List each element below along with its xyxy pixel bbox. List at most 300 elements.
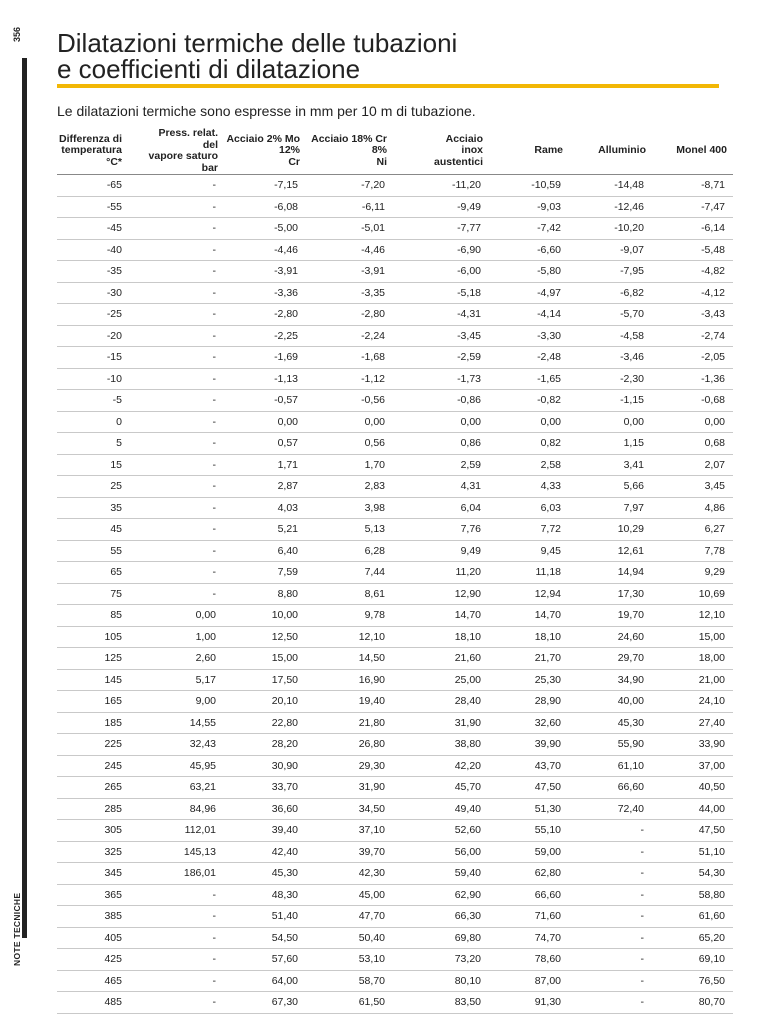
table-cell: 12,94 xyxy=(489,583,569,605)
table-row xyxy=(57,562,733,584)
table-cell: -5 xyxy=(57,390,142,412)
table-cell: 55,90 xyxy=(569,734,652,756)
table-cell: 9,49 xyxy=(393,540,489,562)
table-cell: 78,60 xyxy=(489,949,569,971)
page-title xyxy=(57,30,717,82)
table-cell: 3,45 xyxy=(652,476,733,498)
table-cell: 73,20 xyxy=(393,949,489,971)
table-cell: -4,97 xyxy=(489,282,569,304)
table-cell: 2,58 xyxy=(489,454,569,476)
table-cell: 18,10 xyxy=(393,626,489,648)
table-cell: -6,11 xyxy=(306,196,393,218)
table-cell: 24,60 xyxy=(569,626,652,648)
table-cell: 55,10 xyxy=(489,820,569,842)
table-cell: -1,36 xyxy=(652,368,733,390)
table-cell: 29,70 xyxy=(569,648,652,670)
table-cell: 4,86 xyxy=(652,497,733,519)
table-cell: -55 xyxy=(57,196,142,218)
table-cell: 67,30 xyxy=(224,992,306,1014)
table-cell: 485 xyxy=(57,992,142,1014)
table-cell: 0,00 xyxy=(569,411,652,433)
column-header-line: 12% xyxy=(278,144,300,157)
table-cell: 405 xyxy=(57,927,142,949)
table-row xyxy=(57,949,733,971)
table-cell: -40 xyxy=(57,239,142,261)
table-cell: 0 xyxy=(57,411,142,433)
table-cell: 40,50 xyxy=(652,777,733,799)
table-cell: 87,00 xyxy=(489,970,569,992)
table-cell: 69,80 xyxy=(393,927,489,949)
table-cell: - xyxy=(142,368,224,390)
table-cell: -15 xyxy=(57,347,142,369)
table-cell: 15,00 xyxy=(652,626,733,648)
intro-text: Le dilatazioni termiche sono espresse in mm per 10 m di tubazione. xyxy=(57,103,476,119)
table-cell: 9,45 xyxy=(489,540,569,562)
table-cell: 64,00 xyxy=(224,970,306,992)
table-cell: - xyxy=(142,583,224,605)
table-cell: 80,70 xyxy=(652,992,733,1014)
table-cell: 325 xyxy=(57,841,142,863)
table-cell: 72,40 xyxy=(569,798,652,820)
table-cell: 10,29 xyxy=(569,519,652,541)
table-cell: 45,00 xyxy=(306,884,393,906)
table-cell: -25 xyxy=(57,304,142,326)
table-cell: 75 xyxy=(57,583,142,605)
table-row xyxy=(57,927,733,949)
table-cell: 1,71 xyxy=(224,454,306,476)
table-cell: -65 xyxy=(57,175,142,197)
table-cell: -8,71 xyxy=(652,175,733,197)
table-row xyxy=(57,626,733,648)
table-cell: - xyxy=(142,562,224,584)
table-cell: 6,40 xyxy=(224,540,306,562)
table-cell: 14,70 xyxy=(489,605,569,627)
table-cell: -9,03 xyxy=(489,196,569,218)
table-cell: 38,80 xyxy=(393,734,489,756)
table-cell: -1,69 xyxy=(224,347,306,369)
expansion-table xyxy=(57,128,733,1014)
table-cell: 59,00 xyxy=(489,841,569,863)
table-cell: 71,60 xyxy=(489,906,569,928)
table-cell: - xyxy=(142,497,224,519)
table-cell: 62,80 xyxy=(489,863,569,885)
table-cell: 25,00 xyxy=(393,669,489,691)
table-cell: -2,80 xyxy=(306,304,393,326)
table-cell: - xyxy=(142,476,224,498)
table-cell: 35 xyxy=(57,497,142,519)
table-cell: -35 xyxy=(57,261,142,283)
table-cell: 61,10 xyxy=(569,755,652,777)
table-cell: 51,40 xyxy=(224,906,306,928)
table-cell: -5,48 xyxy=(652,239,733,261)
table-cell: -7,42 xyxy=(489,218,569,240)
table-cell: -3,45 xyxy=(393,325,489,347)
table-cell: -7,47 xyxy=(652,196,733,218)
table-row xyxy=(57,648,733,670)
table-cell: -6,14 xyxy=(652,218,733,240)
table-cell: - xyxy=(142,390,224,412)
table-row xyxy=(57,390,733,412)
table-cell: -1,12 xyxy=(306,368,393,390)
table-cell: 5,13 xyxy=(306,519,393,541)
table-row xyxy=(57,884,733,906)
table-cell: -7,95 xyxy=(569,261,652,283)
table-cell: -9,49 xyxy=(393,196,489,218)
table-cell: 225 xyxy=(57,734,142,756)
table-cell: 8,61 xyxy=(306,583,393,605)
table-cell: 50,40 xyxy=(306,927,393,949)
table-cell: -4,58 xyxy=(569,325,652,347)
table-cell: -4,46 xyxy=(224,239,306,261)
table-cell: -6,82 xyxy=(569,282,652,304)
table-row xyxy=(57,970,733,992)
sidebar-bar xyxy=(22,58,27,938)
table-cell: 37,10 xyxy=(306,820,393,842)
table-cell: 19,40 xyxy=(306,691,393,713)
table-cell: -3,91 xyxy=(306,261,393,283)
table-cell: - xyxy=(142,218,224,240)
table-cell: - xyxy=(569,906,652,928)
table-cell: 74,70 xyxy=(489,927,569,949)
table-cell: -5,18 xyxy=(393,282,489,304)
table-cell: - xyxy=(142,175,224,197)
table-cell: 66,30 xyxy=(393,906,489,928)
table-cell: 14,94 xyxy=(569,562,652,584)
table-cell: 6,04 xyxy=(393,497,489,519)
table-cell: 245 xyxy=(57,755,142,777)
section-label: NOTE TECNICHE xyxy=(12,892,22,966)
table-cell: 7,97 xyxy=(569,497,652,519)
table-cell: -0,86 xyxy=(393,390,489,412)
table-cell: 265 xyxy=(57,777,142,799)
table-cell: - xyxy=(142,519,224,541)
table-cell: 17,30 xyxy=(569,583,652,605)
column-header xyxy=(393,128,489,175)
table-cell: 7,76 xyxy=(393,519,489,541)
table-cell: 32,60 xyxy=(489,712,569,734)
table-cell: 65,20 xyxy=(652,927,733,949)
table-cell: - xyxy=(569,970,652,992)
table-cell: -3,36 xyxy=(224,282,306,304)
table-cell: -3,35 xyxy=(306,282,393,304)
table-cell: 24,10 xyxy=(652,691,733,713)
table-cell: 56,00 xyxy=(393,841,489,863)
table-cell: - xyxy=(142,196,224,218)
table-cell: 145 xyxy=(57,669,142,691)
table-cell: 385 xyxy=(57,906,142,928)
title-underline xyxy=(57,84,719,88)
table-row xyxy=(57,325,733,347)
table-row xyxy=(57,304,733,326)
table-row xyxy=(57,239,733,261)
table-body xyxy=(57,175,733,1014)
table-cell: 12,10 xyxy=(306,626,393,648)
table-cell: -30 xyxy=(57,282,142,304)
table-cell: 51,10 xyxy=(652,841,733,863)
table-cell: 20,10 xyxy=(224,691,306,713)
table-cell: 0,00 xyxy=(489,411,569,433)
table-cell: 9,29 xyxy=(652,562,733,584)
column-header-line: Ni xyxy=(376,155,387,168)
table-cell: 76,50 xyxy=(652,970,733,992)
table-cell: 14,50 xyxy=(306,648,393,670)
table-cell: 49,40 xyxy=(393,798,489,820)
table-cell: 14,70 xyxy=(393,605,489,627)
table-row xyxy=(57,863,733,885)
table-cell: - xyxy=(142,540,224,562)
column-header-line: austentici xyxy=(433,155,483,168)
table-cell: 21,00 xyxy=(652,669,733,691)
table-cell: - xyxy=(142,992,224,1014)
table-cell: 47,50 xyxy=(652,820,733,842)
table-cell: -1,65 xyxy=(489,368,569,390)
table-row xyxy=(57,777,733,799)
table-cell: 84,96 xyxy=(142,798,224,820)
table-cell: 83,50 xyxy=(393,992,489,1014)
table-cell: 9,78 xyxy=(306,605,393,627)
column-header-line: Acciaio xyxy=(445,132,483,145)
table-cell: 33,70 xyxy=(224,777,306,799)
table-cell: 4,03 xyxy=(224,497,306,519)
table-cell: 58,80 xyxy=(652,884,733,906)
table-cell: 12,10 xyxy=(652,605,733,627)
table-cell: 305 xyxy=(57,820,142,842)
table-cell: 14,55 xyxy=(142,712,224,734)
table-cell: 25 xyxy=(57,476,142,498)
table-cell: 31,90 xyxy=(306,777,393,799)
table-cell: -1,68 xyxy=(306,347,393,369)
table-cell: 54,30 xyxy=(652,863,733,885)
table-cell: 21,80 xyxy=(306,712,393,734)
table-cell: - xyxy=(569,884,652,906)
column-header-line: 8% xyxy=(371,144,387,157)
table-cell: 57,60 xyxy=(224,949,306,971)
table-cell: 5,21 xyxy=(224,519,306,541)
table-cell: 34,90 xyxy=(569,669,652,691)
table-cell: -9,07 xyxy=(569,239,652,261)
table-cell: 12,61 xyxy=(569,540,652,562)
table-cell: 17,50 xyxy=(224,669,306,691)
column-header-line: vapore saturo xyxy=(148,150,218,162)
table-cell: - xyxy=(142,433,224,455)
table-cell: -7,77 xyxy=(393,218,489,240)
column-header-line: Differenza di xyxy=(58,132,122,145)
table-cell: 18,10 xyxy=(489,626,569,648)
table-cell: 61,60 xyxy=(652,906,733,928)
table-cell: 186,01 xyxy=(142,863,224,885)
table-cell: 3,98 xyxy=(306,497,393,519)
table-cell: 11,18 xyxy=(489,562,569,584)
table-cell: 425 xyxy=(57,949,142,971)
table-cell: 0,82 xyxy=(489,433,569,455)
table-cell: 61,50 xyxy=(306,992,393,1014)
table-cell: 285 xyxy=(57,798,142,820)
table-cell: 7,59 xyxy=(224,562,306,584)
table-cell: 0,00 xyxy=(306,411,393,433)
table-cell: -10,59 xyxy=(489,175,569,197)
page-number: 356 xyxy=(12,26,22,42)
table-cell: - xyxy=(142,970,224,992)
column-header-line: Monel 400 xyxy=(676,144,727,157)
table-cell: 2,07 xyxy=(652,454,733,476)
table-cell: 2,59 xyxy=(393,454,489,476)
table-cell: 6,28 xyxy=(306,540,393,562)
table-cell: -3,43 xyxy=(652,304,733,326)
table-cell: 62,90 xyxy=(393,884,489,906)
table-cell: - xyxy=(142,949,224,971)
table-cell: - xyxy=(142,347,224,369)
table-cell: 52,60 xyxy=(393,820,489,842)
table-cell: -6,60 xyxy=(489,239,569,261)
table-cell: -2,24 xyxy=(306,325,393,347)
table-cell: -10,20 xyxy=(569,218,652,240)
column-header xyxy=(306,128,393,175)
table-cell: 59,40 xyxy=(393,863,489,885)
table-cell: 1,70 xyxy=(306,454,393,476)
table-cell: 37,00 xyxy=(652,755,733,777)
table-cell: 15,00 xyxy=(224,648,306,670)
title-line-2: e coefficienti di dilatazione xyxy=(57,54,361,84)
table-cell: 55 xyxy=(57,540,142,562)
table-cell: -1,15 xyxy=(569,390,652,412)
table-cell: 42,20 xyxy=(393,755,489,777)
table-cell: 6,03 xyxy=(489,497,569,519)
table-cell: 5,17 xyxy=(142,669,224,691)
table-cell: 185 xyxy=(57,712,142,734)
table-cell: 7,44 xyxy=(306,562,393,584)
table-cell: 21,70 xyxy=(489,648,569,670)
table-cell: 28,90 xyxy=(489,691,569,713)
table-row xyxy=(57,519,733,541)
table-cell: 25,30 xyxy=(489,669,569,691)
table-row xyxy=(57,261,733,283)
table-cell: 105 xyxy=(57,626,142,648)
table-cell: 26,80 xyxy=(306,734,393,756)
table-row xyxy=(57,712,733,734)
table-cell: 66,60 xyxy=(489,884,569,906)
table-cell: -3,30 xyxy=(489,325,569,347)
column-header xyxy=(224,128,306,175)
table-cell: 0,68 xyxy=(652,433,733,455)
table-cell: 165 xyxy=(57,691,142,713)
table-cell: 145,13 xyxy=(142,841,224,863)
table-cell: 0,57 xyxy=(224,433,306,455)
table-cell: - xyxy=(142,282,224,304)
table-cell: - xyxy=(142,906,224,928)
table-row xyxy=(57,820,733,842)
table-cell: -4,31 xyxy=(393,304,489,326)
table-cell: -6,08 xyxy=(224,196,306,218)
table-cell: 125 xyxy=(57,648,142,670)
table-cell: 3,41 xyxy=(569,454,652,476)
table-cell: -1,13 xyxy=(224,368,306,390)
table-cell: 42,30 xyxy=(306,863,393,885)
table-cell: 365 xyxy=(57,884,142,906)
table-cell: -6,00 xyxy=(393,261,489,283)
table-cell: -5,80 xyxy=(489,261,569,283)
table-cell: 48,30 xyxy=(224,884,306,906)
column-header-line: temperatura °C* xyxy=(61,144,122,168)
table-cell: 30,90 xyxy=(224,755,306,777)
table-cell: -7,15 xyxy=(224,175,306,197)
table-cell: 16,90 xyxy=(306,669,393,691)
table-cell: 33,90 xyxy=(652,734,733,756)
table-row xyxy=(57,669,733,691)
table-cell: 112,01 xyxy=(142,820,224,842)
table-cell: - xyxy=(569,863,652,885)
table-cell: -2,48 xyxy=(489,347,569,369)
table-cell: -5,00 xyxy=(224,218,306,240)
table-row xyxy=(57,755,733,777)
table-cell: -0,57 xyxy=(224,390,306,412)
table-cell: 45,95 xyxy=(142,755,224,777)
table-cell: -4,12 xyxy=(652,282,733,304)
table-cell: 40,00 xyxy=(569,691,652,713)
table-cell: -11,20 xyxy=(393,175,489,197)
table-cell: - xyxy=(569,820,652,842)
table-cell: - xyxy=(569,992,652,1014)
table-cell: 7,78 xyxy=(652,540,733,562)
table-cell: -4,46 xyxy=(306,239,393,261)
table-cell: 10,69 xyxy=(652,583,733,605)
table-cell: 85 xyxy=(57,605,142,627)
table-cell: 58,70 xyxy=(306,970,393,992)
table-cell: 4,33 xyxy=(489,476,569,498)
table-cell: 6,27 xyxy=(652,519,733,541)
table-cell: - xyxy=(142,927,224,949)
column-header xyxy=(489,128,569,175)
table-cell: 54,50 xyxy=(224,927,306,949)
table-row xyxy=(57,476,733,498)
table-row xyxy=(57,906,733,928)
table-cell: -4,14 xyxy=(489,304,569,326)
table-cell: 53,10 xyxy=(306,949,393,971)
table-cell: 0,00 xyxy=(224,411,306,433)
table-cell: - xyxy=(142,411,224,433)
table-cell: 19,70 xyxy=(569,605,652,627)
table-cell: -5,70 xyxy=(569,304,652,326)
table-cell: 42,40 xyxy=(224,841,306,863)
table-cell: 2,83 xyxy=(306,476,393,498)
table-cell: 345 xyxy=(57,863,142,885)
table-cell: -20 xyxy=(57,325,142,347)
table-row xyxy=(57,196,733,218)
table-cell: -7,20 xyxy=(306,175,393,197)
table-row xyxy=(57,583,733,605)
table-cell: - xyxy=(569,841,652,863)
table-row xyxy=(57,605,733,627)
column-header-line: inox xyxy=(461,144,483,157)
table-cell: 22,80 xyxy=(224,712,306,734)
table-row xyxy=(57,282,733,304)
table-cell: -1,73 xyxy=(393,368,489,390)
column-header xyxy=(569,128,652,175)
table-cell: 45,30 xyxy=(569,712,652,734)
table-cell: -2,74 xyxy=(652,325,733,347)
table-cell: 9,00 xyxy=(142,691,224,713)
table-cell: 47,50 xyxy=(489,777,569,799)
column-header xyxy=(142,128,224,175)
table-cell: 5 xyxy=(57,433,142,455)
table-row xyxy=(57,218,733,240)
table-cell: 44,00 xyxy=(652,798,733,820)
table-cell: -0,56 xyxy=(306,390,393,412)
table-cell: 15 xyxy=(57,454,142,476)
table-cell: - xyxy=(142,325,224,347)
table-cell: - xyxy=(142,454,224,476)
table-cell: -4,82 xyxy=(652,261,733,283)
table-cell: 2,87 xyxy=(224,476,306,498)
